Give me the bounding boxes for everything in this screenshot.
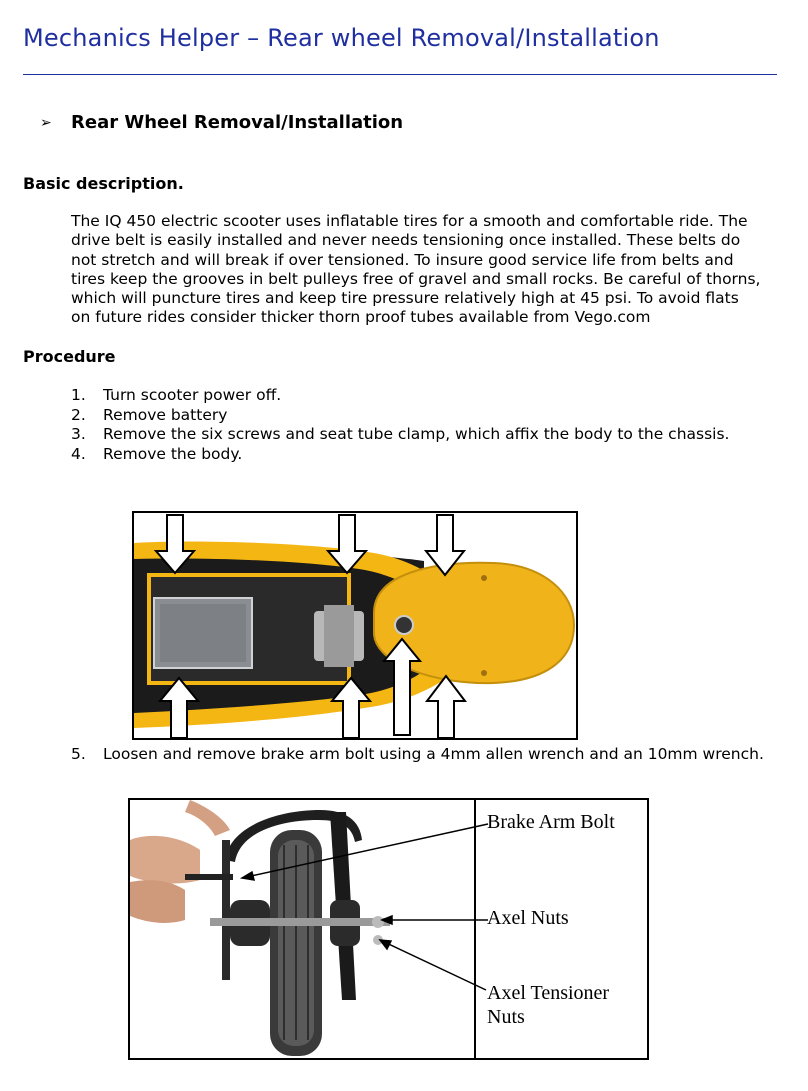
step-number: 3. bbox=[71, 425, 86, 444]
procedure-heading: Procedure bbox=[23, 347, 116, 366]
scooter-body-illustration bbox=[134, 513, 576, 738]
axel-tensioner-nuts-label bbox=[487, 981, 609, 1029]
header-divider bbox=[23, 74, 777, 75]
procedure-list bbox=[71, 386, 730, 464]
step-number: 2. bbox=[71, 405, 86, 424]
basic-description-heading: Basic description. bbox=[23, 174, 184, 193]
description-line: which will puncture tires and keep tire pressure relatively high at 45 psi. To avoid flats bbox=[71, 289, 739, 308]
axel-tensioner-label-line: Nuts bbox=[487, 1006, 525, 1028]
brake-arm-bolt-label: Brake Arm Bolt bbox=[487, 811, 615, 833]
step-text: Remove battery bbox=[103, 405, 228, 424]
rear-wheel-figure bbox=[128, 798, 649, 1060]
section-heading bbox=[40, 112, 403, 133]
axel-nuts-label: Axel Nuts bbox=[487, 907, 569, 929]
page-title: Mechanics Helper – Rear wheel Removal/Installation bbox=[23, 24, 660, 52]
description-line: drive belt is easily installed and never needs tensioning once installed. These belts do bbox=[71, 231, 741, 250]
step-number: 5. bbox=[71, 745, 86, 763]
procedure-step bbox=[71, 445, 730, 465]
description-paragraph bbox=[71, 212, 791, 328]
scooter-body-photo bbox=[132, 511, 578, 740]
description-line: tires keep the grooves in belt pulleys free of gravel and small rocks. Be careful of thorns, bbox=[71, 269, 761, 288]
step-text: Loosen and remove brake arm bolt using a 4mm allen wrench and an 10mm wrench. bbox=[103, 745, 764, 763]
procedure-step-5 bbox=[71, 745, 764, 763]
procedure-step bbox=[71, 425, 730, 445]
step-number: 4. bbox=[71, 444, 86, 463]
step-number: 1. bbox=[71, 386, 86, 404]
description-line: on future rides consider thicker thorn proof tubes available from Vego.com bbox=[71, 308, 651, 327]
arrow-bullet-icon: ➢ bbox=[40, 114, 52, 131]
description-line: The IQ 450 electric scooter uses inflatable tires for a smooth and comfortable ride. The bbox=[71, 212, 748, 230]
section-heading-text: Rear Wheel Removal/Installation bbox=[71, 112, 404, 133]
description-line: not stretch and will break if over tensioned. To insure good service life from belts and bbox=[71, 250, 734, 269]
axel-tensioner-label-line: Axel Tensioner bbox=[487, 982, 610, 1004]
procedure-step bbox=[71, 386, 730, 406]
procedure-step bbox=[71, 406, 730, 426]
step-text: Remove the body. bbox=[103, 444, 243, 463]
step-text: Turn scooter power off. bbox=[103, 386, 282, 404]
step-text: Remove the six screws and seat tube clamp, which affix the body to the chassis. bbox=[103, 425, 730, 444]
